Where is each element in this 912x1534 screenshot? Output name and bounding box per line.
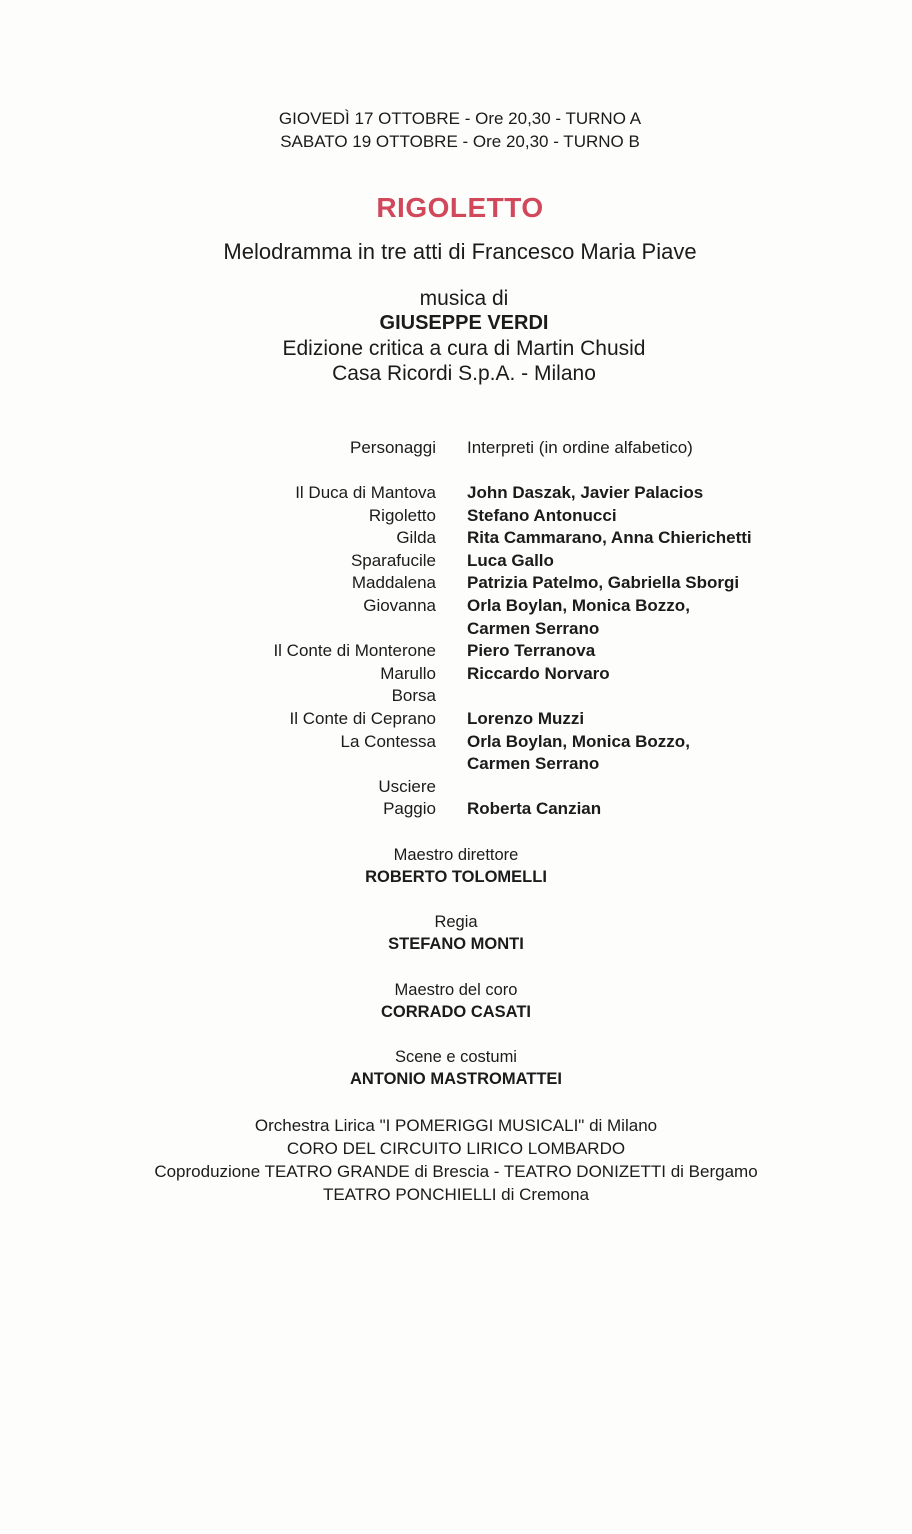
footer-chorus: CORO DEL CIRCUITO LIRICO LOMBARDO — [286, 1139, 626, 1158]
music-credits — [0, 286, 912, 386]
cast-role: Il Duca di Mantova — [295, 483, 436, 502]
credit-name: CORRADO CASATI — [380, 1003, 532, 1021]
critical-edition: Edizione critica a cura di Martin Chusid — [282, 337, 646, 360]
production-footer — [0, 1114, 912, 1206]
cast-performer: Piero Terranova — [467, 641, 596, 660]
date-line-turno-a: GIOVEDÌ 17 OTTOBRE - Ore 20,30 - TURNO A — [278, 109, 642, 128]
cast-performer: Carmen Serrano — [467, 754, 600, 773]
publisher: Casa Ricordi S.p.A. - Milano — [332, 362, 596, 385]
cast-role: Maddalena — [351, 573, 436, 592]
opera-subtitle: Melodramma in tre atti di Francesco Maria Piave — [223, 239, 697, 264]
cast-performer: Luca Gallo — [467, 551, 554, 570]
cast-role: Borsa — [391, 686, 436, 705]
cast-role: Giovanna — [363, 596, 436, 615]
cast-performer: John Daszak, Javier Palacios — [467, 483, 704, 502]
credit-sets-costumes — [0, 1046, 912, 1090]
date-line-turno-b: SABATO 19 OTTOBRE - Ore 20,30 - TURNO B — [280, 132, 640, 151]
cast-header-performers: Interpreti (in ordine alfabetico) — [467, 438, 693, 457]
cast-performer: Carmen Serrano — [467, 619, 600, 638]
credit-director — [0, 911, 912, 955]
credit-name: ANTONIO MASTROMATTEI — [349, 1070, 563, 1088]
cast-performer: Riccardo Norvaro — [467, 664, 610, 683]
cast-performer: Patrizia Patelmo, Gabriella Sborgi — [467, 573, 740, 592]
performance-dates — [0, 107, 912, 153]
cast-role: Usciere — [378, 777, 436, 796]
cast-role: Rigoletto — [368, 506, 436, 525]
credit-conductor — [0, 844, 912, 888]
footer-coproduction: Coproduzione TEATRO GRANDE di Brescia - TEATRO DONIZETTI di Bergamo — [154, 1162, 758, 1181]
credit-label: Regia — [434, 913, 478, 931]
credit-chorus-master — [0, 979, 912, 1023]
composer-name: GIUSEPPE VERDI — [379, 312, 549, 334]
cast-role: La Contessa — [340, 732, 436, 751]
cast-role: Sparafucile — [350, 551, 436, 570]
cast-role: Marullo — [380, 664, 436, 683]
cast-performer: Orla Boylan, Monica Bozzo, — [467, 596, 690, 615]
cast-role: Gilda — [396, 528, 436, 547]
credit-label: Maestro direttore — [393, 846, 519, 864]
cast-performer: Orla Boylan, Monica Bozzo, — [467, 732, 690, 751]
cast-performer: Rita Cammarano, Anna Chierichetti — [467, 528, 752, 547]
credit-name: STEFANO MONTI — [388, 935, 524, 953]
credit-name: ROBERTO TOLOMELLI — [365, 868, 547, 886]
music-label: musica di — [419, 287, 509, 310]
cast-performer: Stefano Antonucci — [467, 506, 617, 525]
credit-label: Maestro del coro — [394, 981, 518, 999]
footer-orchestra: Orchestra Lirica "I POMERIGGI MUSICALI" di Milano — [254, 1116, 658, 1135]
footer-theatre: TEATRO PONCHIELLI di Cremona — [322, 1185, 590, 1204]
cast-performer: Roberta Canzian — [467, 799, 602, 818]
cast-role: Paggio — [383, 799, 436, 818]
cast-role: Il Conte di Ceprano — [289, 709, 436, 728]
cast-role: Il Conte di Monterone — [273, 641, 436, 660]
cast-header-roles: Personaggi — [349, 438, 436, 457]
credit-label: Scene e costumi — [395, 1048, 517, 1066]
cast-performer: Lorenzo Muzzi — [467, 709, 585, 728]
opera-title: RIGOLETTO — [376, 192, 544, 223]
